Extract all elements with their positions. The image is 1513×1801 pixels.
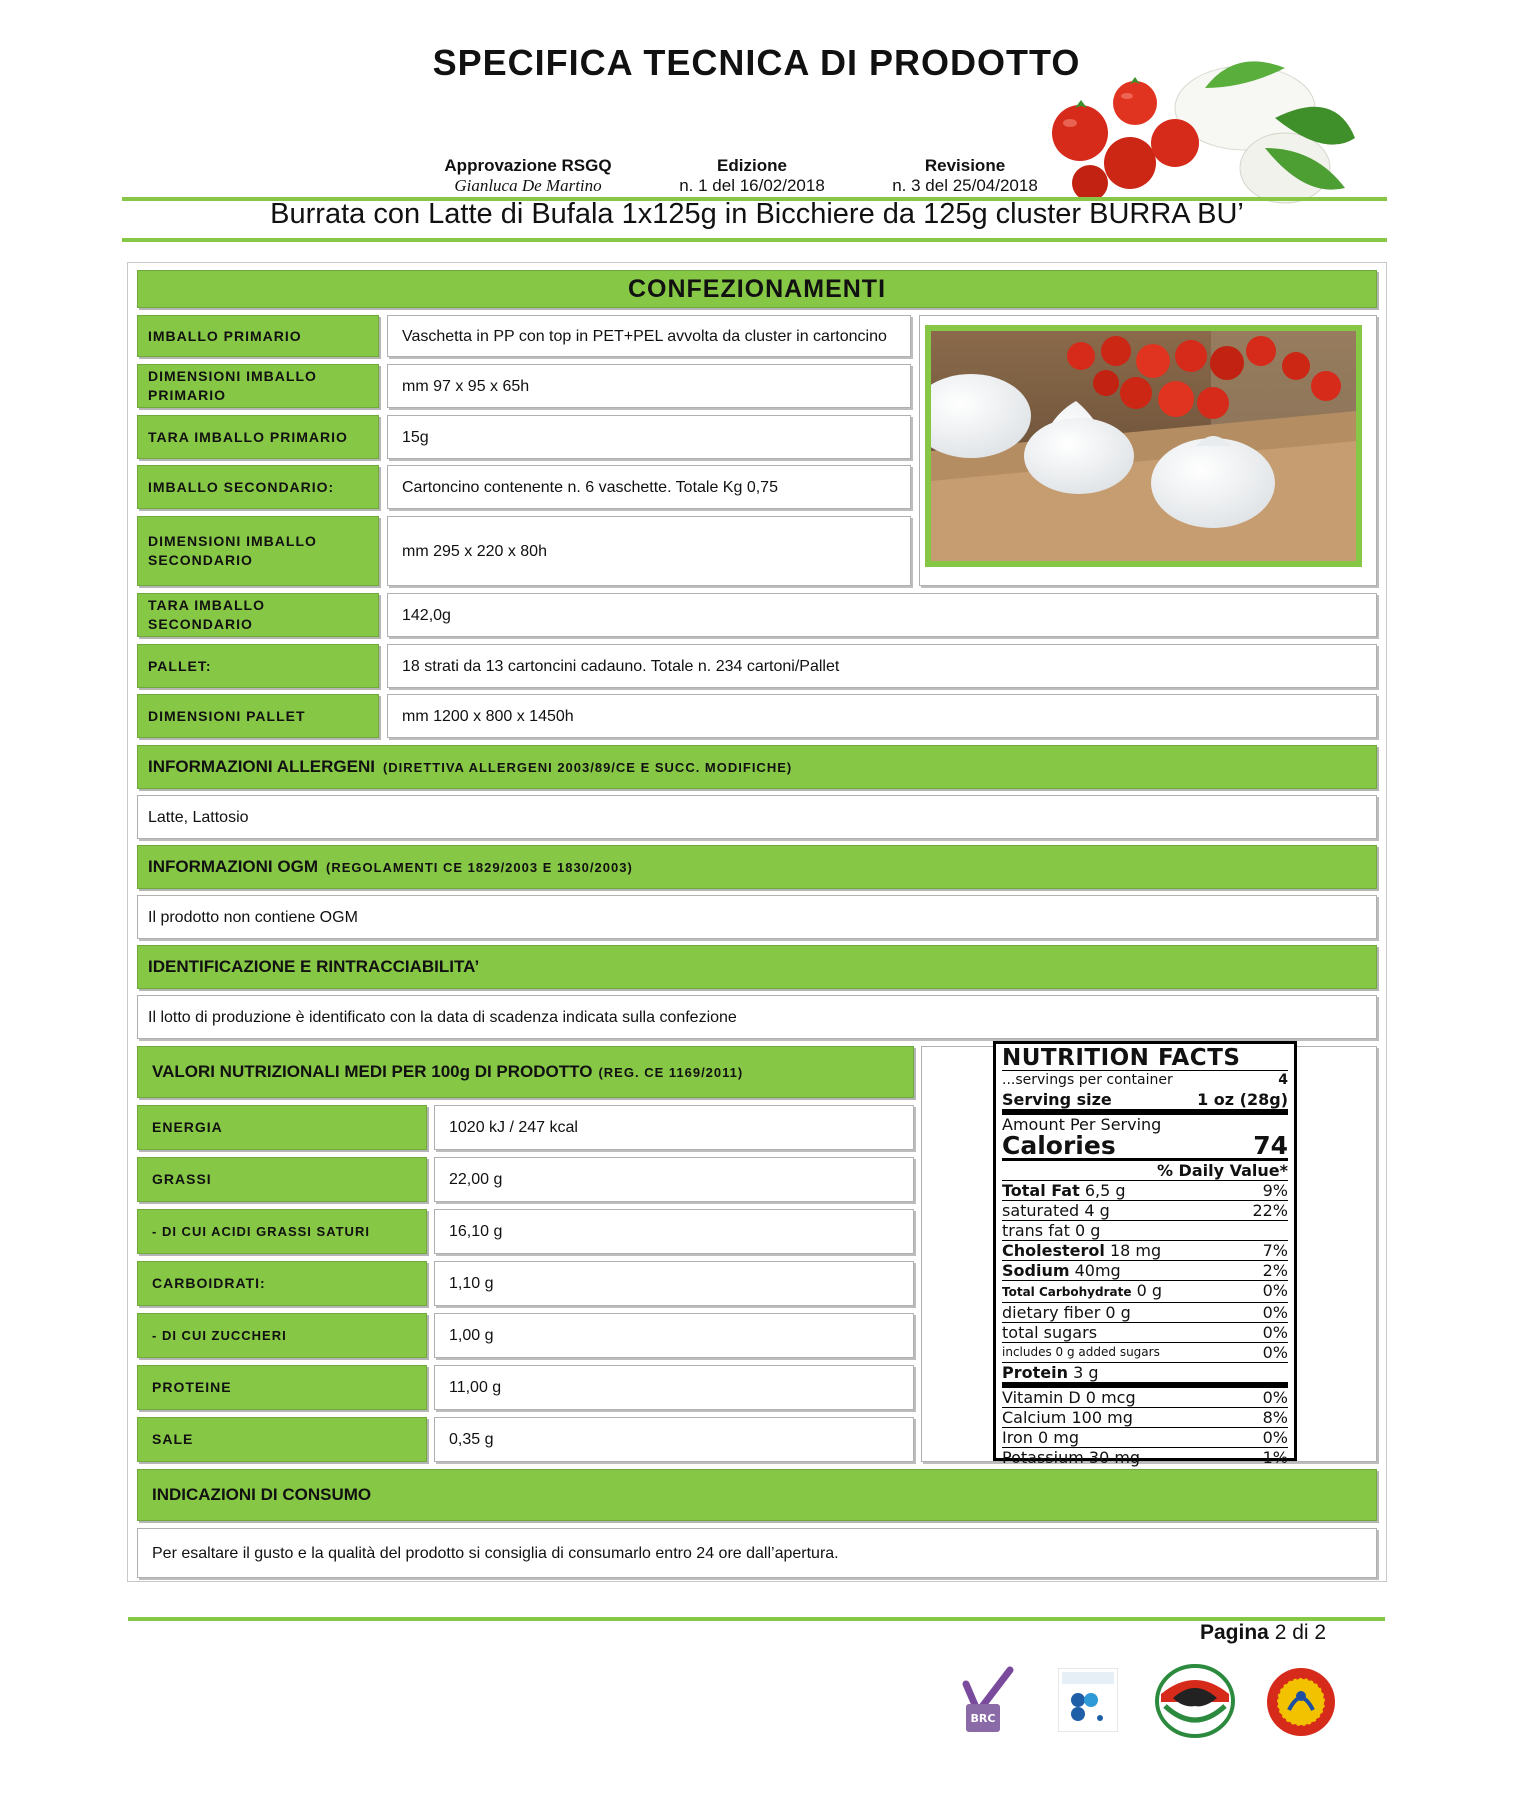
allergeni-value: Latte, Lattosio: [137, 795, 1377, 839]
nf-row: Sodium 40mg 2%: [1002, 1261, 1288, 1280]
consumo-heading: INDICAZIONI DI CONSUMO: [137, 1469, 1377, 1521]
nf-amount-text: Amount Per Serving: [1002, 1115, 1162, 1134]
document-title: SPECIFICA TECNICA DI PRODOTTO: [432, 42, 1081, 83]
consumo-value: Per esaltare il gusto e la qualità del prodotto si consiglia di consumarlo entro 24 ore dall’apertura.: [137, 1528, 1377, 1578]
nf-serving-size-value: 1 oz (28g): [1197, 1090, 1288, 1109]
grassi-label: GRASSI: [137, 1157, 427, 1202]
ogm-heading-text: INFORMAZIONI OGM: [148, 857, 318, 876]
proteine-value: 11,00 g: [434, 1365, 914, 1410]
approvazione-block: [418, 156, 638, 196]
nf-row: total sugars 0%: [1002, 1323, 1288, 1342]
revisione-label: Revisione: [924, 156, 1006, 175]
product-title: Burrata con Latte di Bufala 1x125g in Bicchiere da 125g cluster BURRA BU’: [270, 198, 1244, 230]
tara-imballo-secondario-label: TARA IMBALLO SECONDARIO: [137, 593, 379, 637]
dimensioni-imballo-primario-value: mm 97 x 95 x 65h: [387, 364, 911, 408]
edizione-value: n. 1 del 16/02/2018: [679, 176, 825, 195]
approvazione-label: Approvazione RSGQ: [444, 156, 612, 175]
nutrizionali-heading-note: (REG. CE 1169/2011): [598, 1064, 744, 1080]
nf-dv-text: % Daily Value*: [1156, 1161, 1288, 1180]
nf-serving-size: [1002, 1090, 1288, 1115]
zuccheri-value: 1,00 g: [434, 1313, 914, 1358]
page-label: Pagina: [1200, 1621, 1269, 1644]
tara-imballo-secondario-value: 142,0g: [387, 593, 1377, 637]
sale-label: SALE: [137, 1417, 427, 1462]
revisione-block: [850, 156, 1080, 196]
proteine-label: PROTEINE: [137, 1365, 427, 1410]
ogm-heading: [137, 845, 1377, 889]
nf-row: Iron 0 mg 0%: [1002, 1428, 1288, 1447]
nf-row: Total Fat 6,5 g 9%: [1002, 1181, 1288, 1200]
identificazione-heading: IDENTIFICAZIONE E RINTRACCIABILITA’: [137, 945, 1377, 989]
imballo-secondario-label: IMBALLO SECONDARIO:: [137, 465, 379, 509]
acidi-grassi-saturi-label: - DI CUI ACIDI GRASSI SATURI: [137, 1209, 427, 1254]
allergeni-heading-text: INFORMAZIONI ALLERGENI: [148, 757, 375, 776]
nf-calories-value: 74: [1253, 1131, 1288, 1160]
identificazione-value: Il lotto di produzione è identificato con la data di scadenza indicata sulla confezione: [137, 995, 1377, 1039]
edizione-block: [642, 156, 862, 196]
nf-servings-value: 4: [1278, 1072, 1288, 1088]
nf-row: trans fat 0 g: [1002, 1221, 1288, 1241]
nf-title: NUTRITION FACTS: [1002, 1046, 1288, 1071]
nf-serving-size-label: Serving size: [1002, 1090, 1112, 1109]
nf-row: Total Carbohydrate 0 g 0%: [1002, 1281, 1288, 1303]
nf-calories: [1002, 1131, 1288, 1161]
nutrizionali-heading: [137, 1046, 914, 1098]
dimensioni-pallet-value: mm 1200 x 800 x 1450h: [387, 694, 1377, 738]
product-photo-frame: [925, 325, 1362, 567]
nf-row: includes 0 g added sugars 0%: [1002, 1343, 1288, 1362]
nf-row: Vitamin D 0 mcg 0%: [1002, 1388, 1288, 1407]
edizione-label: Edizione: [717, 156, 787, 175]
nf-dv-header: [1002, 1161, 1288, 1181]
imballo-secondario-value: Cartoncino contenente n. 6 vaschette. Totale Kg 0,75: [387, 465, 911, 509]
nf-servings-label: ...servings per container: [1002, 1072, 1173, 1088]
dop-logo: [1265, 1666, 1337, 1738]
zuccheri-label: - DI CUI ZUCCHERI: [137, 1313, 427, 1358]
mozzarella-di-bufala-campana-logo: [1155, 1664, 1235, 1738]
nf-servings: [1002, 1071, 1288, 1090]
svg-text:BRC: BRC: [970, 1712, 996, 1725]
ogm-heading-note: (REGOLAMENTI CE 1829/2003 E 1830/2003): [325, 859, 633, 875]
revisione-value: n. 3 del 25/04/2018: [892, 176, 1038, 195]
pallet-value: 18 strati da 13 cartoncini cadauno. Totale n. 234 cartoni/Pallet: [387, 644, 1377, 688]
confezionamenti-heading: CONFEZIONAMENTI: [137, 270, 1377, 308]
nf-row: Cholesterol 18 mg 7%: [1002, 1241, 1288, 1260]
ifs-logo: [1058, 1668, 1118, 1732]
nf-row: Calcium 100 mg 8%: [1002, 1408, 1288, 1427]
dimensioni-imballo-secondario-value: mm 295 x 220 x 80h: [387, 516, 911, 586]
approvazione-signature: Gianluca De Martino: [454, 176, 602, 195]
pallet-label: PALLET:: [137, 644, 379, 688]
nutrizionali-heading-text: VALORI NUTRIZIONALI MEDI PER 100g DI PRODOTTO: [152, 1062, 593, 1081]
grassi-value: 22,00 g: [434, 1157, 914, 1202]
tara-imballo-primario-label: TARA IMBALLO PRIMARIO: [137, 415, 379, 459]
nf-row: saturated 4 g 22%: [1002, 1201, 1288, 1220]
acidi-grassi-saturi-value: 16,10 g: [434, 1209, 914, 1254]
imballo-primario-value: Vaschetta in PP con top in PET+PEL avvolta da cluster in cartoncino: [387, 315, 911, 357]
carboidrati-label: CARBOIDRATI:: [137, 1261, 427, 1306]
allergeni-heading-note: (DIRETTIVA ALLERGENI 2003/89/CE E SUCC. MODIFICHE): [382, 759, 793, 775]
page-number: [1200, 1621, 1326, 1645]
dimensioni-imballo-primario-label: DIMENSIONI IMBALLO PRIMARIO: [137, 364, 379, 408]
sale-value: 0,35 g: [434, 1417, 914, 1462]
nf-row: Potassium 30 mg 1%: [1002, 1448, 1288, 1467]
nf-calories-label: Calories: [1002, 1131, 1116, 1160]
energia-label: ENERGIA: [137, 1105, 427, 1150]
header-food-illustration: [1035, 48, 1355, 208]
header-divider-bottom: [122, 238, 1387, 242]
dimensioni-imballo-secondario-label: DIMENSIONI IMBALLO SECONDARIO: [137, 516, 379, 586]
ogm-value: Il prodotto non contiene OGM: [137, 895, 1377, 939]
dimensioni-pallet-label: DIMENSIONI PALLET: [137, 694, 379, 738]
burrata-photo: [931, 331, 1356, 561]
brc-logo: [960, 1664, 1016, 1734]
nutrition-facts-label: [993, 1041, 1297, 1467]
imballo-primario-label: IMBALLO PRIMARIO: [137, 315, 379, 357]
energia-value: 1020 kJ / 247 kcal: [434, 1105, 914, 1150]
allergeni-heading: [137, 745, 1377, 789]
nf-row: dietary fiber 0 g 0%: [1002, 1303, 1288, 1322]
footer-divider: [128, 1617, 1385, 1621]
nf-row: Protein 3 g: [1002, 1363, 1288, 1388]
page-value: 2 di 2: [1274, 1621, 1327, 1644]
tara-imballo-primario-value: 15g: [387, 415, 911, 459]
carboidrati-value: 1,10 g: [434, 1261, 914, 1306]
